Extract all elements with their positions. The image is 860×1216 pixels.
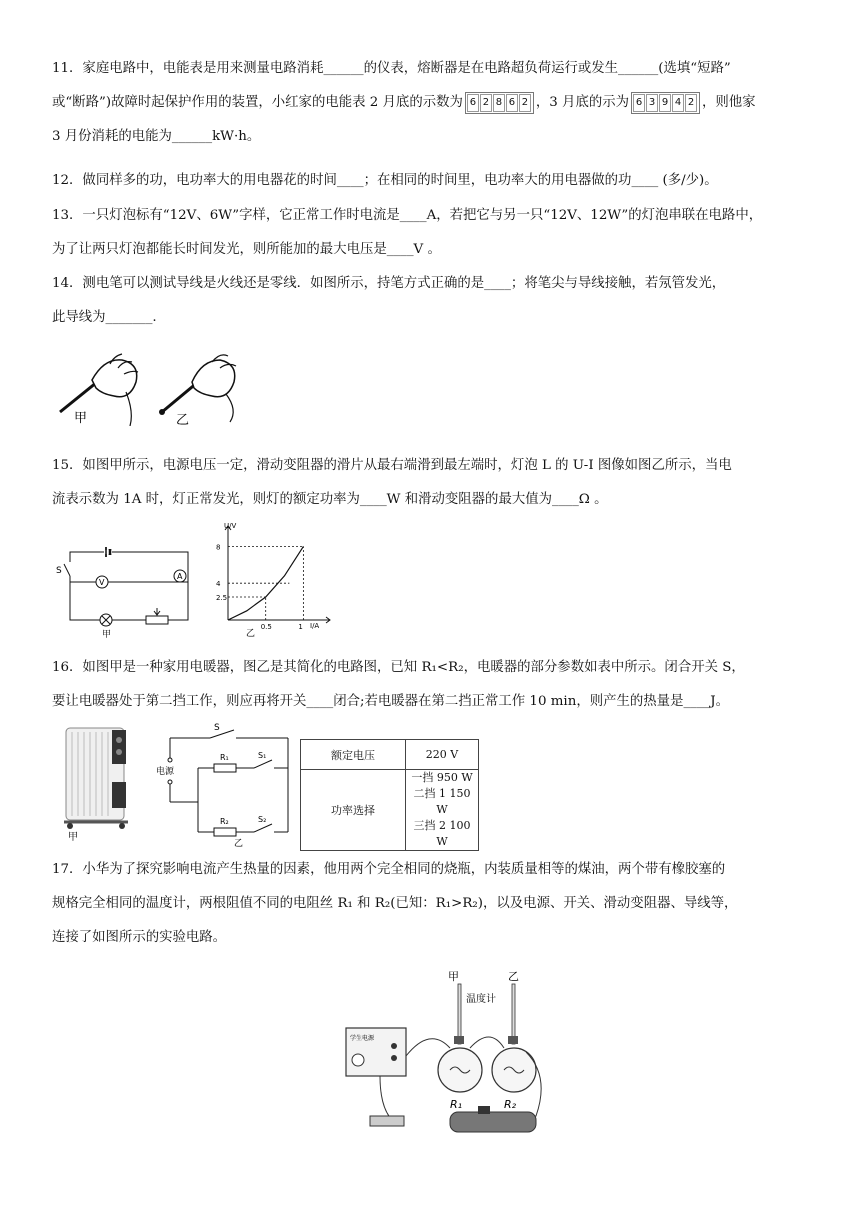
x-axis-label: I/A [310, 622, 320, 630]
fig-label-yi: 乙 [176, 413, 190, 426]
chart-caption: 乙 [246, 629, 256, 639]
question-15 [52, 449, 812, 517]
q11-line3: 3 月份消耗的电能为______kW·h。 [52, 129, 261, 144]
heater-label-jia: 甲 [68, 832, 78, 842]
q14-line1: 14．测电笔可以测试导线是火线还是零线．如图所示，持笔方式正确的是____；将笔尖与导线接触，若氖管发光， [52, 276, 726, 291]
r1-fig-label: R₁ [450, 1098, 463, 1111]
power-select-label: 功率选择 [301, 770, 406, 851]
test-pen-figure [52, 342, 252, 426]
question-14 [52, 267, 812, 335]
meter-digit: 9 [659, 94, 671, 112]
q11-line2 [52, 86, 812, 120]
switch-s: S [214, 723, 220, 733]
q15-line2: 流表示数为 1A 时，灯正常发光，则灯的额定功率为____W 和滑动变阻器的最大值为____Ω 。 [52, 492, 608, 507]
y-tick-label: 4 [216, 580, 221, 589]
circuit-label-jia: 甲 [102, 630, 112, 640]
ammeter-label: A [177, 572, 183, 581]
circuit-diagram-15 [50, 540, 200, 640]
q16-line2: 要让电暖器处于第二挡工作，则应再将开关____闭合;若电暖器在第二挡正常工作 10 min，则产生的热量是____J。 [52, 694, 730, 709]
thermometer-label: 温度计 [466, 994, 496, 1005]
power-level-1: 一挡 950 W [411, 771, 473, 784]
heater-photo [60, 722, 140, 842]
meter-digit: 6 [506, 94, 518, 112]
rated-voltage-value: 220 V [406, 740, 479, 770]
heater-circuit [150, 720, 296, 848]
q16-line1: 16．如图甲是一种家用电暖器，图乙是其简化的电路图，已知 R₁<R₂，电暖器的部分参数如表中所示。闭合开关 S， [52, 660, 745, 675]
meter-digit: 2 [685, 94, 697, 112]
q17-line3: 连接了如图所示的实验电路。 [52, 930, 227, 945]
voltmeter-label: V [99, 578, 105, 587]
flask-label-jia: 甲 [448, 970, 459, 983]
meter-digit: 2 [519, 94, 531, 112]
q12-line1: 12．做同样多的功，电功率大的用电器花的时间____；在相同的时间里，电功率大的用电器做的功____ (多/少)。 [52, 173, 718, 188]
meter-reading-feb [465, 92, 534, 114]
question-11 [52, 52, 812, 154]
power-level-2: 二挡 1 150 W [413, 787, 471, 816]
r2-fig-label: R₂ [504, 1098, 517, 1111]
meter-reading-mar [631, 92, 700, 114]
q11-line2c: ，则他家 [702, 95, 756, 110]
q11-line2a: 或“断路”)故障时起保护作用的装置，小红家的电能表 2 月底的示数为 [52, 95, 463, 110]
experiment-figure [340, 966, 550, 1146]
meter-digit: 8 [493, 94, 505, 112]
meter-digit: 4 [672, 94, 684, 112]
meter-digit: 6 [467, 94, 479, 112]
q11-line2b: ，3 月底的示为 [535, 95, 630, 110]
q13-line1: 13．一只灯泡标有“12V、6W”字样，它正常工作时电流是____A，若把它与另一只“12V、12W”的灯泡串联在电路中， [52, 208, 763, 223]
y-axis-label: U/V [224, 522, 237, 530]
switch-s-label: S [56, 566, 62, 576]
question-12 [52, 164, 812, 198]
y-tick-label: 2.5 [216, 594, 228, 602]
circuit-label-yi: 乙 [234, 839, 244, 848]
s2-label: S₂ [258, 815, 267, 824]
y-tick-label: 8 [216, 543, 221, 552]
r2-label: R₂ [220, 817, 229, 826]
flask-label-yi: 乙 [508, 970, 519, 983]
q14-line2: 此导线为_______. [52, 310, 157, 325]
q13-line2: 为了让两只灯泡都能长时间发光，则所能加的最大电压是____V 。 [52, 242, 441, 257]
meter-digit: 3 [646, 94, 658, 112]
s1-label: S₁ [258, 751, 267, 760]
q17-line1: 17．小华为了探究影响电流产生热量的因素，他用两个完全相同的烧瓶，内装质量相等的煤油，两个带有橡胶塞的 [52, 862, 726, 877]
fig-label-jia: 甲 [74, 411, 88, 426]
x-tick-label: 0.5 [260, 623, 272, 631]
q11-line1: 11．家庭电路中，电能表是用来测量电路消耗______的仪表，熔断器是在电路超负荷运行或发生______(选填“短路” [52, 61, 731, 76]
question-13 [52, 199, 812, 267]
heater-params-table [300, 739, 479, 851]
rated-voltage-label: 额定电压 [301, 740, 406, 770]
question-17 [52, 853, 812, 955]
power-level-3: 三挡 2 100 W [413, 819, 471, 848]
q17-line2: 规格完全相同的温度计，两根阻值不同的电阻丝 R₁ 和 R₂(已知：R₁>R₂)，以及电源、开关、滑动变阻器、导线等， [52, 896, 738, 911]
q15-line1: 15．如图甲所示，电源电压一定，滑动变阻器的滑片从最右端滑到最左端时，灯泡 L 的 U-I 图像如图乙所示，当电 [52, 458, 732, 473]
meter-digit: 6 [633, 94, 645, 112]
meter-digit: 2 [480, 94, 492, 112]
ui-graph [208, 520, 338, 640]
r1-label: R₁ [220, 753, 229, 762]
power-source-label: 电源 [156, 767, 175, 777]
question-16 [52, 651, 812, 719]
x-tick-label: 1 [298, 623, 303, 631]
power-supply-label: 学生电源 [350, 1035, 375, 1042]
